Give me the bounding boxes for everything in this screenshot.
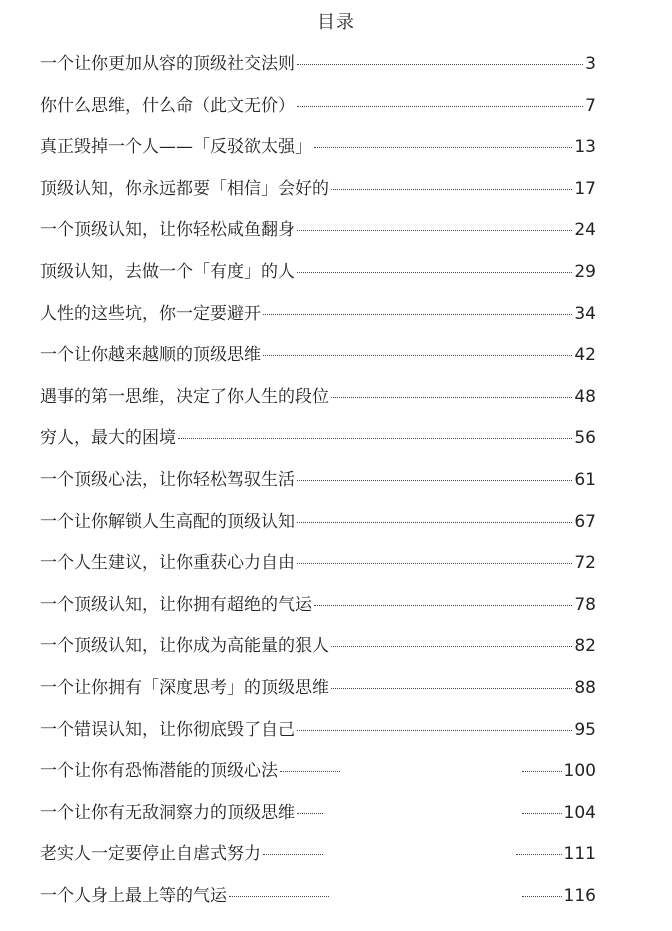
toc-entry[interactable]: [40, 834, 596, 876]
toc-entry-label: 顶级认知，你永远都要「相信」会好的: [40, 178, 329, 199]
toc-entry-label: 真正毁掉一个人——「反驳欲太强」: [40, 137, 312, 158]
dot-leader: [297, 272, 572, 273]
toc-entry-page: 7: [585, 95, 596, 116]
toc-entry[interactable]: [40, 252, 596, 294]
toc-entry-label: 一个顶级认知，让你轻松咸鱼翻身: [40, 220, 295, 241]
toc-entry-page: 111: [563, 844, 596, 865]
dot-leader: [178, 438, 572, 439]
toc-entry-label: 一个让你拥有「深度思考」的顶级思维: [40, 677, 329, 698]
toc-entry-label: 一个顶级认知，让你成为高能量的狠人: [40, 636, 329, 657]
toc-entry[interactable]: [40, 626, 596, 668]
toc-entry[interactable]: [40, 377, 596, 419]
dot-leader: [331, 646, 572, 647]
toc-entry-label: 你什么思维，什么命（此文无价）: [40, 95, 295, 116]
toc-entry[interactable]: [40, 793, 596, 835]
dot-leader: [297, 480, 572, 481]
toc-entry[interactable]: [40, 294, 596, 336]
toc-entry-page: 67: [574, 511, 596, 532]
toc-entry-label: 一个错误认知，让你彻底毁了自己: [40, 719, 295, 740]
table-of-contents: [40, 44, 596, 917]
dot-leader: [331, 397, 572, 398]
toc-entry-page: 88: [574, 677, 596, 698]
toc-entry-page: 104: [563, 802, 596, 823]
toc-entry-label: 老实人一定要停止自虐式努力: [40, 844, 261, 865]
dot-leader: [280, 775, 562, 776]
dot-leader: [297, 817, 562, 818]
toc-entry-page: 17: [574, 178, 596, 199]
toc-entry-page: 72: [574, 553, 596, 574]
toc-entry[interactable]: [40, 460, 596, 502]
toc-entry-page: 95: [574, 719, 596, 740]
dot-leader: [297, 730, 572, 731]
dot-leader: [263, 858, 562, 859]
toc-entry-page: 24: [574, 220, 596, 241]
toc-entry-page: 61: [574, 469, 596, 490]
toc-entry-page: 82: [574, 636, 596, 657]
toc-entry[interactable]: [40, 876, 596, 918]
toc-entry-page: 3: [585, 54, 596, 74]
dot-leader: [314, 605, 572, 606]
toc-entry-label: 一个人生建议，让你重获心力自由: [40, 553, 295, 574]
toc-entry-page: 34: [574, 303, 596, 324]
toc-entry[interactable]: [40, 210, 596, 252]
toc-entry[interactable]: [40, 86, 596, 128]
toc-entry-page: 48: [574, 386, 596, 407]
toc-entry[interactable]: [40, 335, 596, 377]
toc-entry[interactable]: [40, 585, 596, 627]
toc-entry-label: 遇事的第一思维，决定了你人生的段位: [40, 386, 329, 407]
toc-entry-label: 一个让你更加从容的顶级社交法则: [40, 54, 295, 74]
dot-leader: [331, 688, 572, 689]
dot-leader: [229, 900, 562, 901]
toc-entry-label: 一个顶级认知，让你拥有超绝的气运: [40, 594, 312, 615]
toc-entry-label: 一个让你有恐怖潜能的顶级心法: [40, 761, 278, 782]
dot-leader: [297, 522, 572, 523]
toc-entry-page: 116: [563, 885, 596, 906]
dot-leader: [263, 355, 572, 356]
toc-entry[interactable]: [40, 668, 596, 710]
dot-leader: [297, 563, 572, 564]
toc-entry[interactable]: [40, 418, 596, 460]
toc-entry-page: 13: [574, 137, 596, 158]
dot-leader: [331, 189, 572, 190]
toc-entry-page: 100: [563, 761, 596, 782]
toc-entry-page: 56: [574, 428, 596, 449]
toc-entry[interactable]: [40, 44, 596, 86]
toc-entry-label: 人性的这些坑，你一定要避开: [40, 303, 261, 324]
toc-entry-label: 一个让你有无敌洞察力的顶级思维: [40, 802, 295, 823]
toc-entry-label: 穷人，最大的困境: [40, 428, 176, 449]
toc-entry-label: 一个让你解锁人生高配的顶级认知: [40, 511, 295, 532]
toc-entry[interactable]: [40, 543, 596, 585]
toc-entry[interactable]: [40, 127, 596, 169]
toc-entry[interactable]: [40, 710, 596, 752]
toc-entry-label: 一个让你越来越顺的顶级思维: [40, 345, 261, 366]
toc-entry-page: 29: [574, 261, 596, 282]
dot-leader: [263, 314, 572, 315]
page-title: 目录: [317, 12, 355, 33]
toc-entry[interactable]: [40, 169, 596, 211]
dot-leader: [297, 230, 572, 231]
dot-leader: [297, 106, 583, 107]
toc-entry-page: 78: [574, 594, 596, 615]
dot-leader: [314, 147, 572, 148]
toc-entry-label: 一个人身上最上等的气运: [40, 885, 227, 906]
toc-entry[interactable]: [40, 502, 596, 544]
toc-entry[interactable]: [40, 751, 596, 793]
toc-entry-page: 42: [574, 345, 596, 366]
toc-entry-label: 一个顶级心法，让你轻松驾驭生活: [40, 469, 295, 490]
toc-entry-label: 顶级认知，去做一个「有度」的人: [40, 261, 295, 282]
dot-leader: [297, 64, 583, 65]
